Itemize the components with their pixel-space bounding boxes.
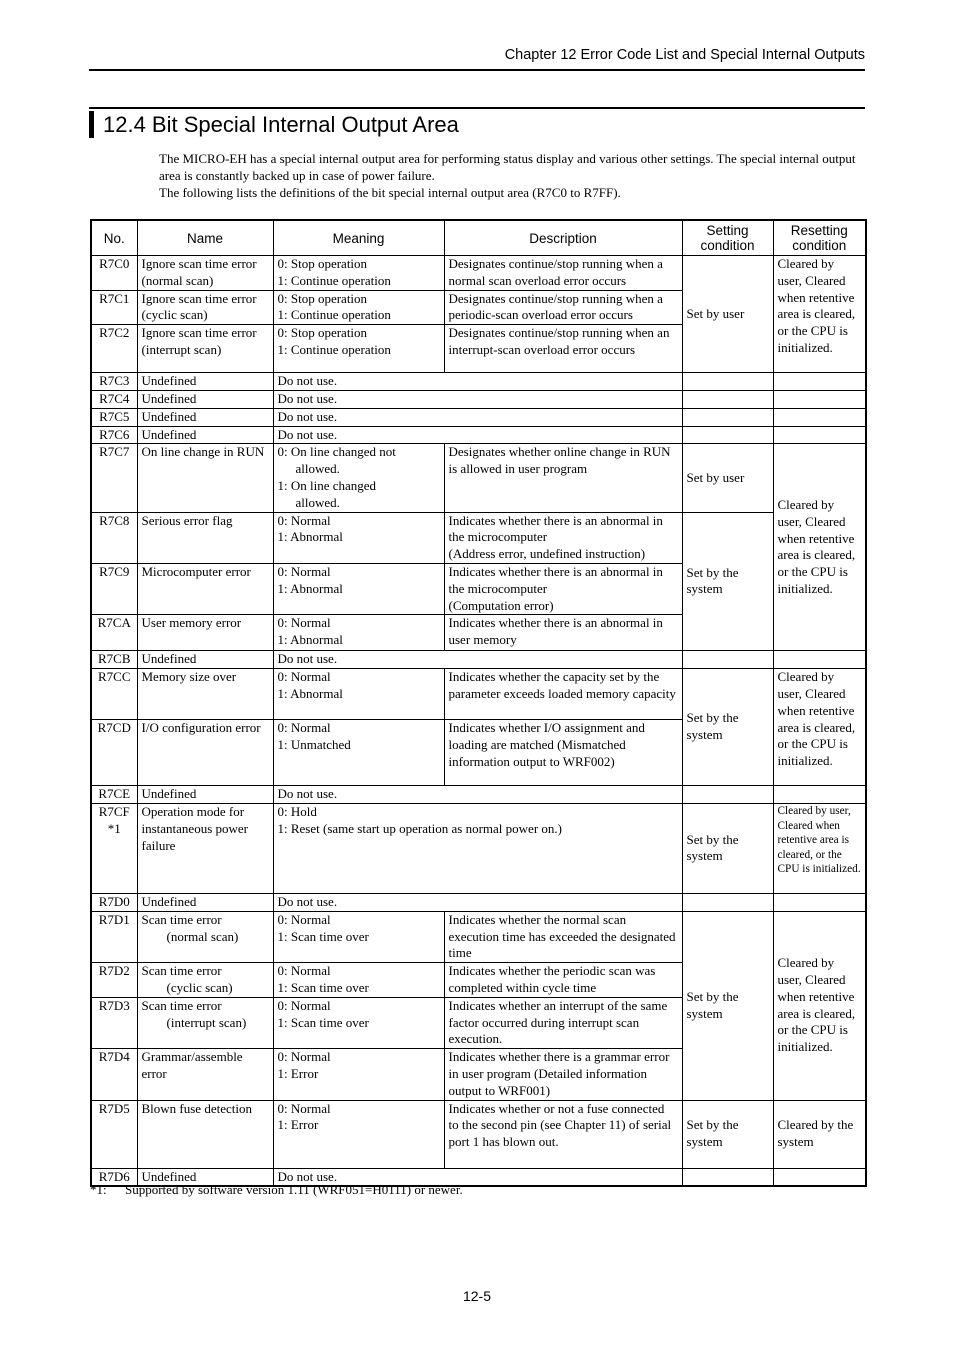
cell-resetting (773, 426, 866, 444)
cell-no: R7C0 (91, 256, 137, 291)
meaning-0: 0: Normal (277, 720, 331, 736)
meaning-1-cont: allowed. (295, 494, 340, 510)
meaning-1: 1: Continue operation (277, 272, 391, 288)
meaning-0: 0: Normal (277, 1049, 331, 1065)
section-title: 12.4 Bit Special Internal Output Area (103, 112, 459, 137)
meaning-1: 1: Scan time over (277, 979, 369, 995)
meaning-0: 0: Normal (277, 1100, 331, 1116)
name-detail: (cyclic scan) (166, 979, 233, 995)
footnote-ref: *1 (107, 820, 121, 836)
cell-setting: Set by user (682, 444, 773, 512)
cell-no: R7C8 (91, 512, 137, 563)
cell-meaning (273, 803, 682, 893)
cell-name: Operation mode for instantaneous power failure (137, 803, 273, 893)
name-main: Scan time error (141, 997, 222, 1013)
cell-name: Grammar/assemble error (137, 1049, 273, 1100)
cell-meaning (273, 325, 444, 373)
meaning-0: 0: Stop operation (277, 256, 368, 271)
cell-setting: Set by the system (682, 803, 773, 893)
meaning-1: 1: Error (277, 1065, 319, 1081)
cell-resetting: Cleared by user, Cleared when retentive area is cleared, or the CPU is initialized. (773, 803, 866, 893)
header-resetting-condition: Resetting condition (773, 220, 866, 256)
cell-meaning (273, 444, 444, 512)
meaning-0: 0: Stop operation (277, 290, 368, 306)
meaning-1: 1: Error (277, 1117, 319, 1133)
table-row (91, 803, 866, 893)
cell-meaning (273, 669, 444, 720)
description-main: Indicates whether there is an abnormal in the microcomputer (448, 563, 663, 596)
bit-special-output-table (90, 219, 867, 1187)
cell-no: R7D3 (91, 997, 137, 1048)
meaning-1: 1: Abnormal (277, 632, 343, 648)
meaning-0-cont: allowed. (295, 461, 340, 477)
cell-meaning (273, 963, 444, 998)
meaning-1: 1: Continue operation (277, 341, 391, 357)
table-row (91, 373, 866, 391)
cell-name: Serious error flag (137, 512, 273, 563)
cell-no: R7D2 (91, 963, 137, 998)
cell-no (91, 803, 137, 893)
cell-no: R7CB (91, 651, 137, 669)
cell-name: Undefined (137, 786, 273, 804)
cell-description: Indicates whether the capacity set by the parameter exceeds loaded memory capacity (444, 669, 682, 720)
cell-meaning (273, 997, 444, 1048)
cell-name: Undefined (137, 1168, 273, 1186)
cell-description (444, 563, 682, 614)
meaning-0: 0: Normal (277, 615, 331, 631)
cell-setting (682, 651, 773, 669)
meaning-1: 1: Scan time over (277, 1014, 369, 1030)
meaning-1: 1: Reset (same start up operation as normal power on.) (277, 820, 562, 836)
cell-description: Indicates whether the normal scan execution time has exceeded the designated time (444, 911, 682, 962)
cell-name: Ignore scan time error (cyclic scan) (137, 290, 273, 325)
meaning-0: 0: Normal (277, 563, 331, 579)
cell-meaning (273, 256, 444, 291)
meaning-0: 0: Stop operation (277, 325, 368, 341)
cell-no: R7C2 (91, 325, 137, 373)
name-detail: (normal scan) (166, 928, 239, 944)
page-number: 12-5 (462, 1288, 492, 1304)
cell-resetting (773, 408, 866, 426)
cell-name: Undefined (137, 893, 273, 911)
meaning-1: 1: Scan time over (277, 928, 369, 944)
cell-no: R7C4 (91, 390, 137, 408)
table-row (91, 256, 866, 291)
meaning-0: 0: Normal (277, 997, 331, 1013)
cell-description (444, 512, 682, 563)
cell-meaning (273, 512, 444, 563)
cell-setting (682, 893, 773, 911)
cell-resetting (773, 373, 866, 391)
cell-no: R7D5 (91, 1100, 137, 1168)
footnote (90, 1182, 463, 1198)
cell-no: R7C1 (91, 290, 137, 325)
cell-name (137, 911, 273, 962)
table-row (91, 651, 866, 669)
cell-description: Indicates whether or not a fuse connected to the second pin (see Chapter 11) of serial port 1 has blown out. (444, 1100, 682, 1168)
cell-description: Indicates whether the periodic scan was completed within cycle time (444, 963, 682, 998)
cell-name (137, 997, 273, 1048)
cell-no: R7D4 (91, 1049, 137, 1100)
section-heading (89, 107, 865, 139)
cell-setting: Set by the system (682, 911, 773, 1100)
table-row (91, 512, 866, 563)
cell-name: Undefined (137, 426, 273, 444)
table-header-row (91, 220, 866, 256)
cell-setting: Set by the system (682, 1100, 773, 1168)
cell-setting (682, 426, 773, 444)
meaning-0: 0: On line changed not (277, 444, 396, 460)
meaning-1: 1: Abnormal (277, 529, 343, 545)
cell-no: R7C7 (91, 444, 137, 512)
cell-no: R7CA (91, 615, 137, 651)
cell-name (137, 963, 273, 998)
intro-paragraph-1: The MICRO-EH has a special internal output area for performing status display and various other settings. The special internal output area is constantly backed up in case of power failure. (159, 151, 856, 183)
footnote-text: Supported by software version 1.11 (WRF051=H0111) or newer. (125, 1182, 463, 1197)
meaning-0: 0: Normal (277, 963, 331, 979)
header-no: No. (91, 220, 137, 256)
cell-resetting (773, 1168, 866, 1186)
cell-resetting (773, 651, 866, 669)
cell-no: R7C5 (91, 408, 137, 426)
cell-no: R7D0 (91, 893, 137, 911)
name-main: Scan time error (141, 963, 222, 979)
cell-resetting: Cleared by the system (773, 1100, 866, 1168)
cell-meaning (273, 290, 444, 325)
cell-resetting: Cleared by user, Cleared when retentive area is cleared, or the CPU is initialized. (773, 911, 866, 1100)
cell-setting (682, 786, 773, 804)
cell-setting (682, 390, 773, 408)
cell-meaning: Do not use. (273, 373, 682, 391)
meaning-0: 0: Normal (277, 911, 331, 927)
cell-name: Ignore scan time error (normal scan) (137, 256, 273, 291)
table-row (91, 911, 866, 962)
meaning-1: 1: On line changed (277, 477, 377, 493)
cell-description: Designates whether online change in RUN is allowed in user program (444, 444, 682, 512)
cell-meaning: Do not use. (273, 786, 682, 804)
cell-no: R7C6 (91, 426, 137, 444)
cell-resetting: Cleared by user, Cleared when retentive area is cleared, or the CPU is initialized. (773, 444, 866, 651)
description-main: Indicates whether there is an abnormal in the microcomputer (448, 512, 663, 545)
table-row (91, 426, 866, 444)
cell-description: Indicates whether there is a grammar error in user program (Detailed information output to WRF001) (444, 1049, 682, 1100)
cell-meaning (273, 1100, 444, 1168)
header-setting-condition: Setting condition (682, 220, 773, 256)
cell-setting: Set by the system (682, 669, 773, 786)
cell-no: R7D6 (91, 1168, 137, 1186)
cell-name: Ignore scan time error (interrupt scan) (137, 325, 273, 373)
table-row (91, 444, 866, 512)
cell-meaning (273, 911, 444, 962)
cell-name: Blown fuse detection (137, 1100, 273, 1168)
cell-no: R7CC (91, 669, 137, 720)
meaning-0: 0: Hold (277, 803, 317, 819)
description-detail: (Address error, undefined instruction) (448, 546, 646, 562)
cell-resetting: Cleared by user, Cleared when retentive area is cleared, or the CPU is initialized. (773, 256, 866, 373)
name-main: Scan time error (141, 911, 222, 927)
cell-meaning: Do not use. (273, 893, 682, 911)
cell-meaning: Do not use. (273, 390, 682, 408)
meaning-0: 0: Normal (277, 669, 331, 685)
cell-meaning (273, 720, 444, 786)
cell-resetting: Cleared by user, Cleared when retentive area is cleared, or the CPU is initialized. (773, 669, 866, 786)
cell-name: Undefined (137, 373, 273, 391)
intro-text (159, 151, 859, 201)
cell-meaning: Do not use. (273, 426, 682, 444)
meaning-1: 1: Continue operation (277, 307, 391, 323)
header-meaning: Meaning (273, 220, 444, 256)
cell-setting: Set by the system (682, 512, 773, 651)
cell-no: R7C3 (91, 373, 137, 391)
footnote-mark: *1: (90, 1182, 107, 1197)
description-detail: (Computation error) (448, 597, 554, 613)
cell-description: Designates continue/stop running when a normal scan overload error occurs (444, 256, 682, 291)
cell-description: Indicates whether there is an abnormal in user memory (444, 615, 682, 651)
chapter-title: Chapter 12 Error Code List and Special Internal Outputs (504, 47, 865, 63)
cell-setting: Set by user (682, 256, 773, 373)
cell-resetting (773, 390, 866, 408)
cell-meaning: Do not use. (273, 1168, 682, 1186)
cell-description: Indicates whether I/O assignment and loading are matched (Mismatched information output to WRF002) (444, 720, 682, 786)
table-row (91, 1100, 866, 1168)
cell-description: Designates continue/stop running when an interrupt-scan overload error occurs (444, 325, 682, 373)
row-number: R7CF (98, 803, 130, 819)
table-row (91, 408, 866, 426)
cell-no: R7CE (91, 786, 137, 804)
intro-paragraph-2: The following lists the definitions of the bit special internal output area (R7C0 to R7FF). (159, 184, 621, 200)
cell-name: User memory error (137, 615, 273, 651)
cell-meaning (273, 1049, 444, 1100)
cell-no: R7C9 (91, 563, 137, 614)
cell-name: Undefined (137, 390, 273, 408)
table-row (91, 390, 866, 408)
header-description: Description (444, 220, 682, 256)
table-row (91, 669, 866, 720)
meaning-0: 0: Normal (277, 512, 331, 528)
cell-name: Memory size over (137, 669, 273, 720)
cell-name: Microcomputer error (137, 563, 273, 614)
section-heading-bar (89, 111, 94, 138)
cell-resetting (773, 893, 866, 911)
cell-resetting (773, 786, 866, 804)
table-row (91, 893, 866, 911)
cell-name: Undefined (137, 651, 273, 669)
cell-no: R7CD (91, 720, 137, 786)
meaning-1: 1: Abnormal (277, 685, 343, 701)
cell-setting (682, 408, 773, 426)
cell-no: R7D1 (91, 911, 137, 962)
cell-meaning: Do not use. (273, 651, 682, 669)
cell-name: Undefined (137, 408, 273, 426)
cell-meaning (273, 563, 444, 614)
cell-meaning (273, 615, 444, 651)
table-row (91, 786, 866, 804)
cell-setting (682, 373, 773, 391)
meaning-1: 1: Abnormal (277, 580, 343, 596)
meaning-1: 1: Unmatched (277, 736, 351, 752)
cell-meaning: Do not use. (273, 408, 682, 426)
cell-name: I/O configuration error (137, 720, 273, 786)
cell-setting (682, 1168, 773, 1186)
name-detail: (interrupt scan) (166, 1014, 247, 1030)
header-name: Name (137, 220, 273, 256)
cell-name: On line change in RUN (137, 444, 273, 512)
page-header (89, 47, 865, 71)
cell-description: Indicates whether an interrupt of the same factor occurred during interrupt scan execution. (444, 997, 682, 1048)
cell-description: Designates continue/stop running when a periodic-scan overload error occurs (444, 290, 682, 325)
